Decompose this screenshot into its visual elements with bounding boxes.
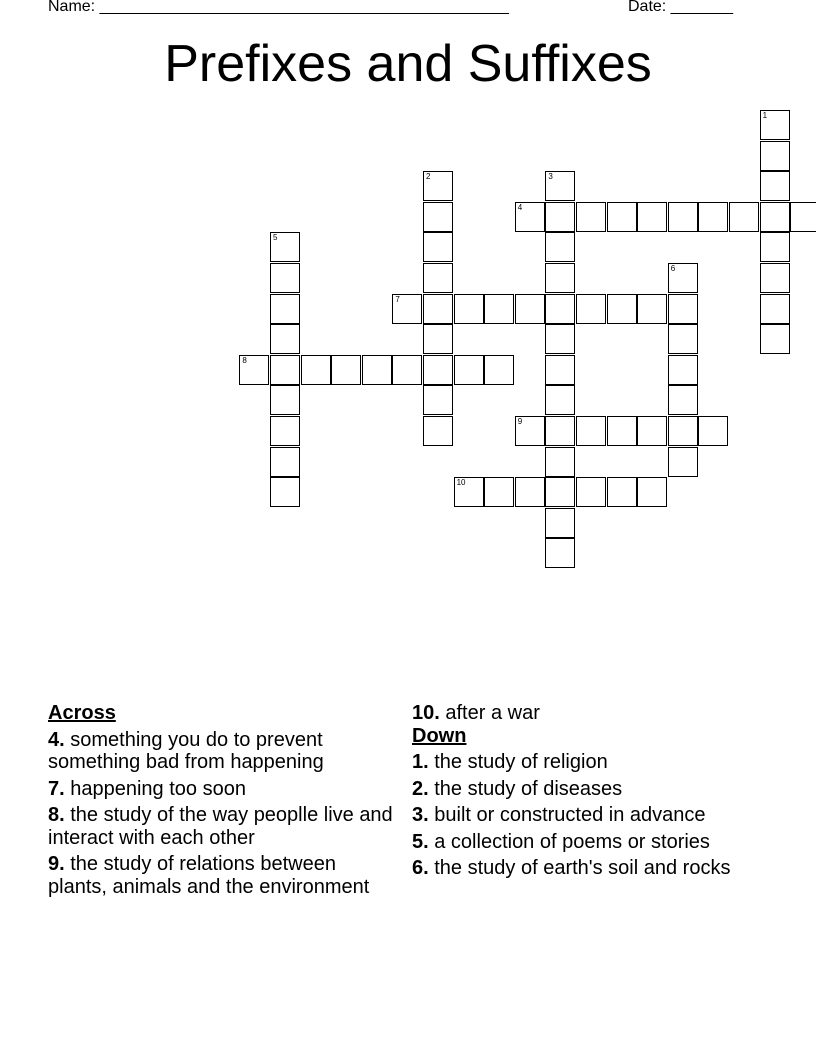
clue-text: after a war (445, 702, 540, 724)
crossword-cell[interactable] (270, 416, 300, 446)
crossword-cell[interactable] (576, 477, 606, 507)
clue-number: 8. (48, 804, 65, 826)
clue-text: built or constructed in advance (434, 804, 706, 826)
clue-number: 10. (412, 702, 440, 724)
across-clue (48, 778, 396, 801)
down-clue (412, 778, 752, 801)
crossword-cell[interactable] (607, 416, 637, 446)
clue-number: 7. (48, 777, 65, 800)
crossword-cell[interactable] (423, 324, 453, 354)
clues-column-left (48, 702, 396, 902)
crossword-cell[interactable] (484, 355, 514, 385)
crossword-cell[interactable] (423, 416, 453, 446)
crossword-cell[interactable] (576, 416, 606, 446)
across-clue (48, 804, 396, 849)
across-clue (48, 853, 396, 898)
crossword-cell[interactable] (790, 202, 816, 232)
crossword-cell[interactable] (515, 294, 545, 324)
cell-number: 9 (517, 417, 523, 426)
down-clue (412, 831, 752, 854)
across-clue (48, 729, 396, 774)
crossword-cell[interactable] (760, 294, 790, 324)
crossword-cell[interactable] (576, 294, 606, 324)
crossword-cell[interactable] (423, 232, 453, 262)
crossword-cell[interactable] (607, 294, 637, 324)
crossword-cell[interactable] (545, 508, 575, 538)
crossword-cell[interactable] (668, 416, 698, 446)
crossword-cell[interactable] (668, 447, 698, 477)
crossword-cell[interactable] (301, 355, 331, 385)
crossword-cell[interactable] (668, 385, 698, 415)
crossword-cell[interactable] (545, 416, 575, 446)
crossword-cell[interactable] (423, 294, 453, 324)
crossword-cell[interactable] (423, 263, 453, 293)
crossword-cell[interactable] (637, 294, 667, 324)
crossword-cell[interactable] (545, 385, 575, 415)
crossword-cell[interactable] (637, 477, 667, 507)
page-title: Prefixes and Suffixes (164, 35, 652, 93)
cell-number: 8 (242, 355, 247, 365)
crossword-cell[interactable] (239, 355, 269, 385)
crossword-cell[interactable] (607, 477, 637, 507)
crossword-cell[interactable] (760, 171, 790, 201)
crossword-cell[interactable] (545, 294, 575, 324)
clue-number: 3. (412, 804, 429, 826)
clue-text: the study of religion (434, 751, 608, 773)
crossword-cell[interactable] (545, 324, 575, 354)
crossword-cell[interactable] (270, 355, 300, 385)
crossword-cell[interactable] (698, 202, 728, 232)
crossword-cell[interactable] (668, 355, 698, 385)
crossword-cell[interactable] (729, 202, 759, 232)
crossword-cell[interactable] (760, 202, 790, 232)
clue-text: something you do to prevent something bad from happening (48, 728, 324, 773)
cell-number: 6 (670, 264, 676, 273)
crossword-cell[interactable] (423, 171, 453, 201)
crossword-cell[interactable] (760, 141, 790, 171)
crossword-cell[interactable] (270, 385, 300, 415)
crossword-cell[interactable] (760, 110, 790, 140)
crossword-cell[interactable] (392, 355, 422, 385)
crossword-cell[interactable] (545, 232, 575, 262)
crossword-cell[interactable] (270, 447, 300, 477)
down-heading: Down (412, 724, 467, 747)
clue-number: 2. (412, 777, 429, 800)
crossword-cell[interactable] (637, 202, 667, 232)
crossword-cell[interactable] (760, 263, 790, 293)
crossword-cell[interactable] (270, 294, 300, 324)
crossword-cell[interactable] (270, 477, 300, 507)
clue-text: the study of diseases (434, 777, 623, 800)
cell-number: 7 (395, 294, 400, 304)
crossword-cell[interactable] (423, 202, 453, 232)
clue-text: the study of the way peoplle live and interact with each other (48, 804, 393, 849)
crossword-cell[interactable] (545, 447, 575, 477)
crossword-cell[interactable] (698, 416, 728, 446)
crossword-cell[interactable] (392, 294, 422, 324)
crossword-cell[interactable] (545, 538, 575, 568)
crossword-cell[interactable] (270, 263, 300, 293)
across-clue (412, 702, 752, 725)
crossword-cell[interactable] (545, 477, 575, 507)
across-heading: Across (48, 702, 116, 724)
crossword-cell[interactable] (545, 202, 575, 232)
clue-number: 4. (48, 728, 65, 751)
name-field-label: Name: ______________________________________________ (48, 0, 509, 15)
cell-number: 10 (456, 478, 466, 488)
cell-number: 3 (548, 172, 553, 182)
clue-number: 9. (48, 853, 65, 875)
cell-number: 4 (517, 202, 523, 212)
clue-text: the study of relations between plants, animals and the environment (48, 853, 370, 898)
down-clue (412, 804, 752, 827)
clue-number: 5. (412, 830, 429, 853)
crossword-cell[interactable] (515, 202, 545, 232)
crossword-cell[interactable] (515, 477, 545, 507)
crossword-cell[interactable] (637, 416, 667, 446)
down-clue (412, 751, 752, 774)
crossword-cell[interactable] (545, 355, 575, 385)
cell-number: 2 (426, 172, 431, 182)
crossword-cell[interactable] (331, 355, 361, 385)
crossword-cell[interactable] (668, 263, 698, 293)
crossword-cell[interactable] (607, 202, 637, 232)
crossword-cell[interactable] (484, 294, 514, 324)
clue-number: 6. (412, 857, 429, 879)
crossword-cell[interactable] (270, 324, 300, 354)
clue-text: a collection of poems or stories (434, 830, 710, 853)
crossword-cell[interactable] (760, 232, 790, 262)
cell-number: 5 (273, 233, 278, 243)
crossword-cell[interactable] (423, 355, 453, 385)
crossword-cell[interactable] (454, 355, 484, 385)
date-field-label: Date: _______ (628, 0, 733, 15)
clue-text: the study of earth's soil and rocks (434, 857, 731, 879)
crossword-cell[interactable] (576, 202, 606, 232)
crossword-cell[interactable] (454, 477, 484, 507)
down-clue (412, 857, 752, 880)
crossword-cell[interactable] (545, 263, 575, 293)
crossword-cell[interactable] (484, 477, 514, 507)
crossword-cell[interactable] (270, 232, 300, 262)
crossword-cell[interactable] (515, 416, 545, 446)
crossword-cell[interactable] (668, 294, 698, 324)
crossword-cell[interactable] (668, 202, 698, 232)
clues-column-right (412, 702, 752, 884)
clue-text: happening too soon (70, 777, 246, 800)
crossword-cell[interactable] (545, 171, 575, 201)
clue-number: 1. (412, 751, 429, 773)
cell-number: 1 (762, 111, 768, 120)
crossword-cell[interactable] (668, 324, 698, 354)
crossword-cell[interactable] (760, 324, 790, 354)
crossword-cell[interactable] (454, 294, 484, 324)
crossword-cell[interactable] (362, 355, 392, 385)
crossword-cell[interactable] (423, 385, 453, 415)
